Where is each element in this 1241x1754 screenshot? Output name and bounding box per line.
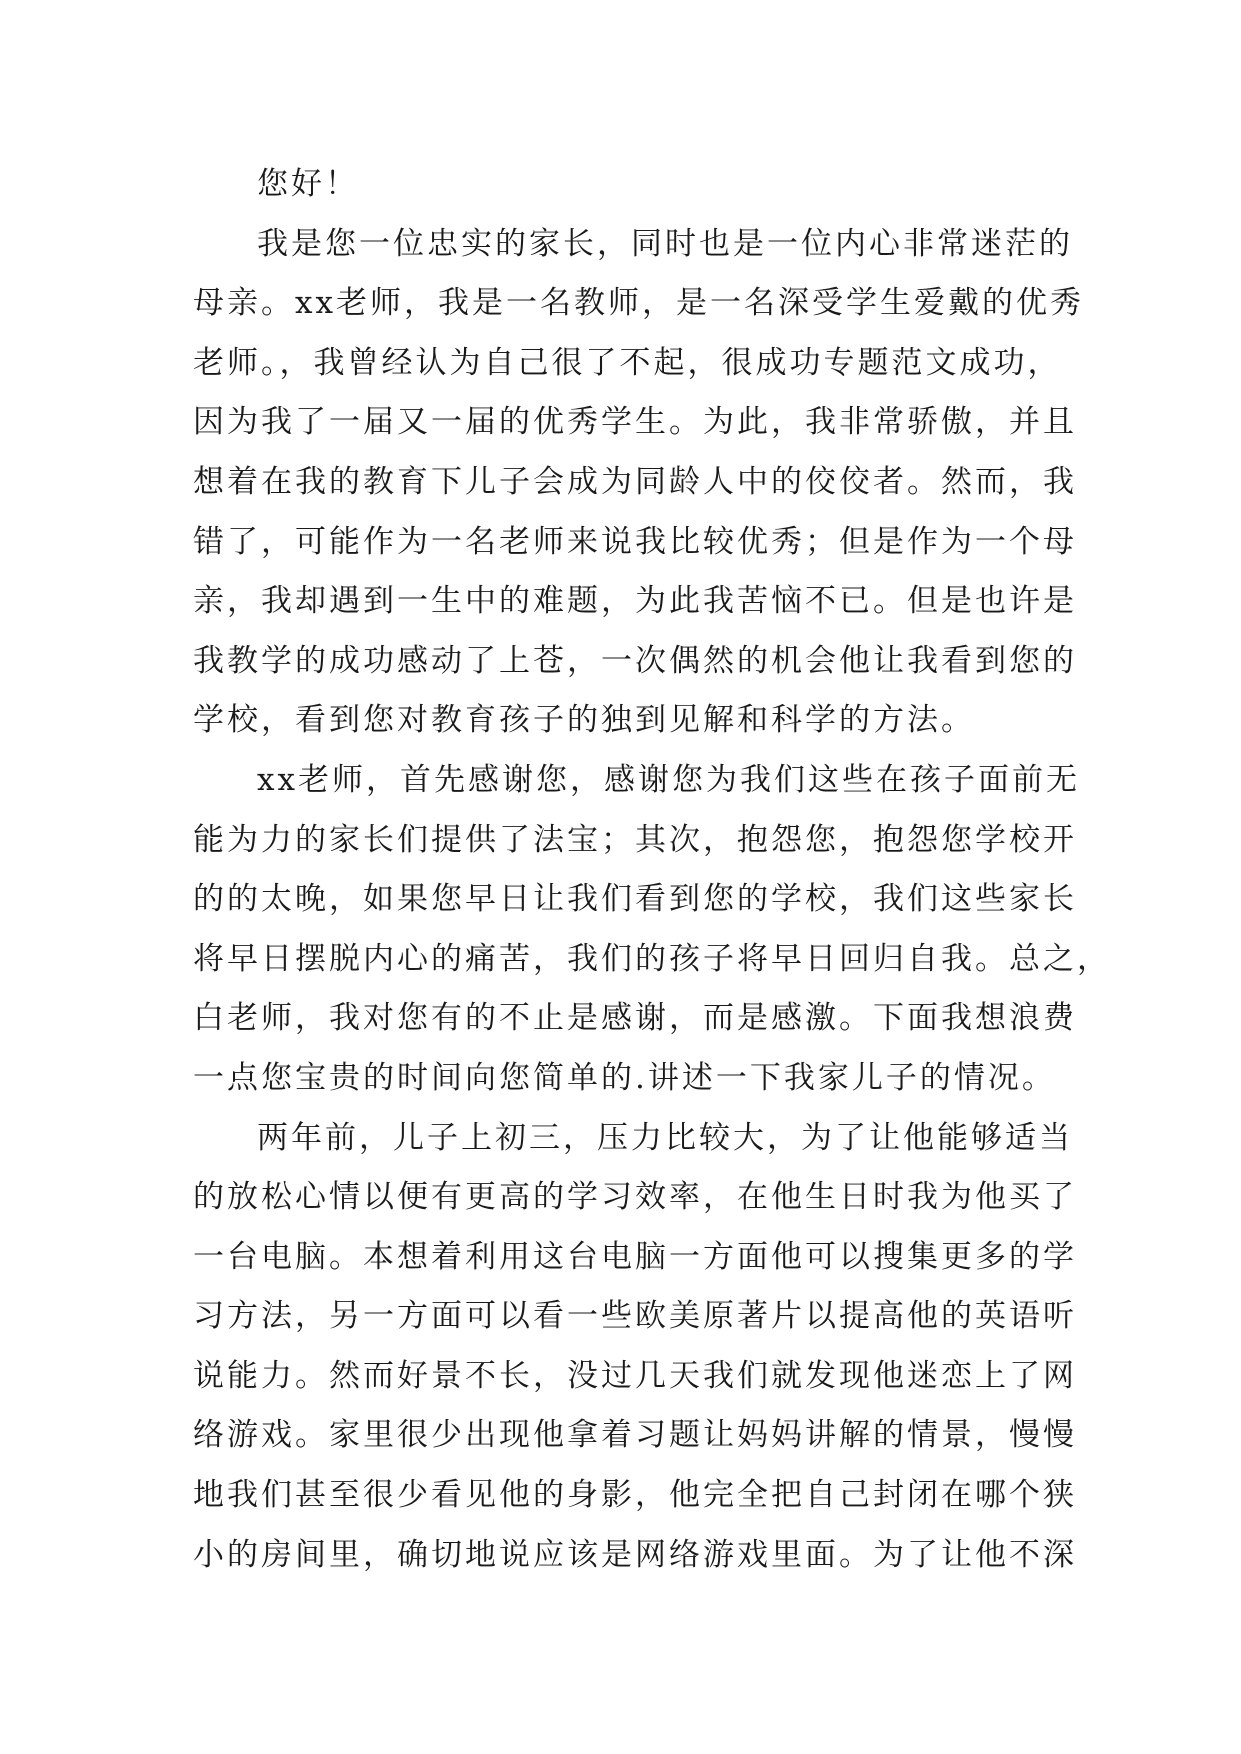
text-line: 因为我了一届又一届的优秀学生。为此，我非常骄傲，并且 (193, 404, 1077, 441)
text-line: 母亲。xx老师，我是一名教师，是一名深受学生爱戴的优秀 (193, 285, 1084, 322)
text-line: 一台电脑。本想着利用这台电脑一方面他可以搜集更多的学 (193, 1238, 1077, 1275)
text-line: 将早日摆脱内心的痛苦，我们的孩子将早日回归自我。总之， (193, 940, 1111, 977)
text-line: 地我们甚至很少看见他的身影，他完全把自己封闭在哪个狭 (193, 1477, 1077, 1514)
text-line: 错了，可能作为一名老师来说我比较优秀；但是作为一个母 (193, 523, 1077, 560)
text-line: 能为力的家长们提供了法宝；其次，抱怨您，抱怨您学校开 (193, 821, 1077, 858)
text-line: 我教学的成功感动了上苍，一次偶然的机会他让我看到您的 (193, 642, 1077, 679)
text-line: 两年前，儿子上初三，压力比较大，为了让他能够适当 (257, 1119, 1073, 1156)
paragraph-3 (193, 1109, 1077, 1586)
text-line: 的放松心情以便有更高的学习效率，在他生日时我为他买了 (193, 1179, 1077, 1216)
paragraph-1 (193, 215, 1084, 751)
text-line: 小的房间里，确切地说应该是网络游戏里面。为了让他不深 (193, 1536, 1077, 1573)
text-line: 我是您一位忠实的家长，同时也是一位内心非常迷茫的 (257, 225, 1073, 262)
text-line: 白老师，我对您有的不止是感谢，而是感激。下面我想浪费 (193, 1000, 1077, 1037)
text-line: 习方法，另一方面可以看一些欧美原著片以提高他的英语听 (193, 1298, 1077, 1335)
greeting: 您好！ (257, 166, 359, 202)
paragraph-2 (193, 751, 1111, 1109)
text-line: 亲，我却遇到一生中的难题，为此我苦恼不已。但是也许是 (193, 583, 1077, 620)
text-line: 一点您宝贵的时间向您简单的.讲述一下我家儿子的情况。 (193, 1059, 1056, 1096)
text-line: 想着在我的教育下儿子会成为同龄人中的佼佼者。然而，我 (193, 463, 1077, 500)
text-line: 的的太晚，如果您早日让我们看到您的学校，我们这些家长 (193, 881, 1077, 918)
text-line: 学校，看到您对教育孩子的独到见解和科学的方法。 (193, 702, 975, 739)
text-line: xx老师，首先感谢您，感谢您为我们这些在孩子面前无 (257, 761, 1080, 798)
text-line: 说能力。然而好景不长，没过几天我们就发现他迷恋上了网 (193, 1357, 1077, 1394)
letter-body (193, 155, 1111, 1585)
text-line: 络游戏。家里很少出现他拿着习题让妈妈讲解的情景，慢慢 (193, 1417, 1077, 1454)
text-line: 老师。，我曾经认为自己很了不起，很成功专题范文成功， (193, 344, 1062, 381)
